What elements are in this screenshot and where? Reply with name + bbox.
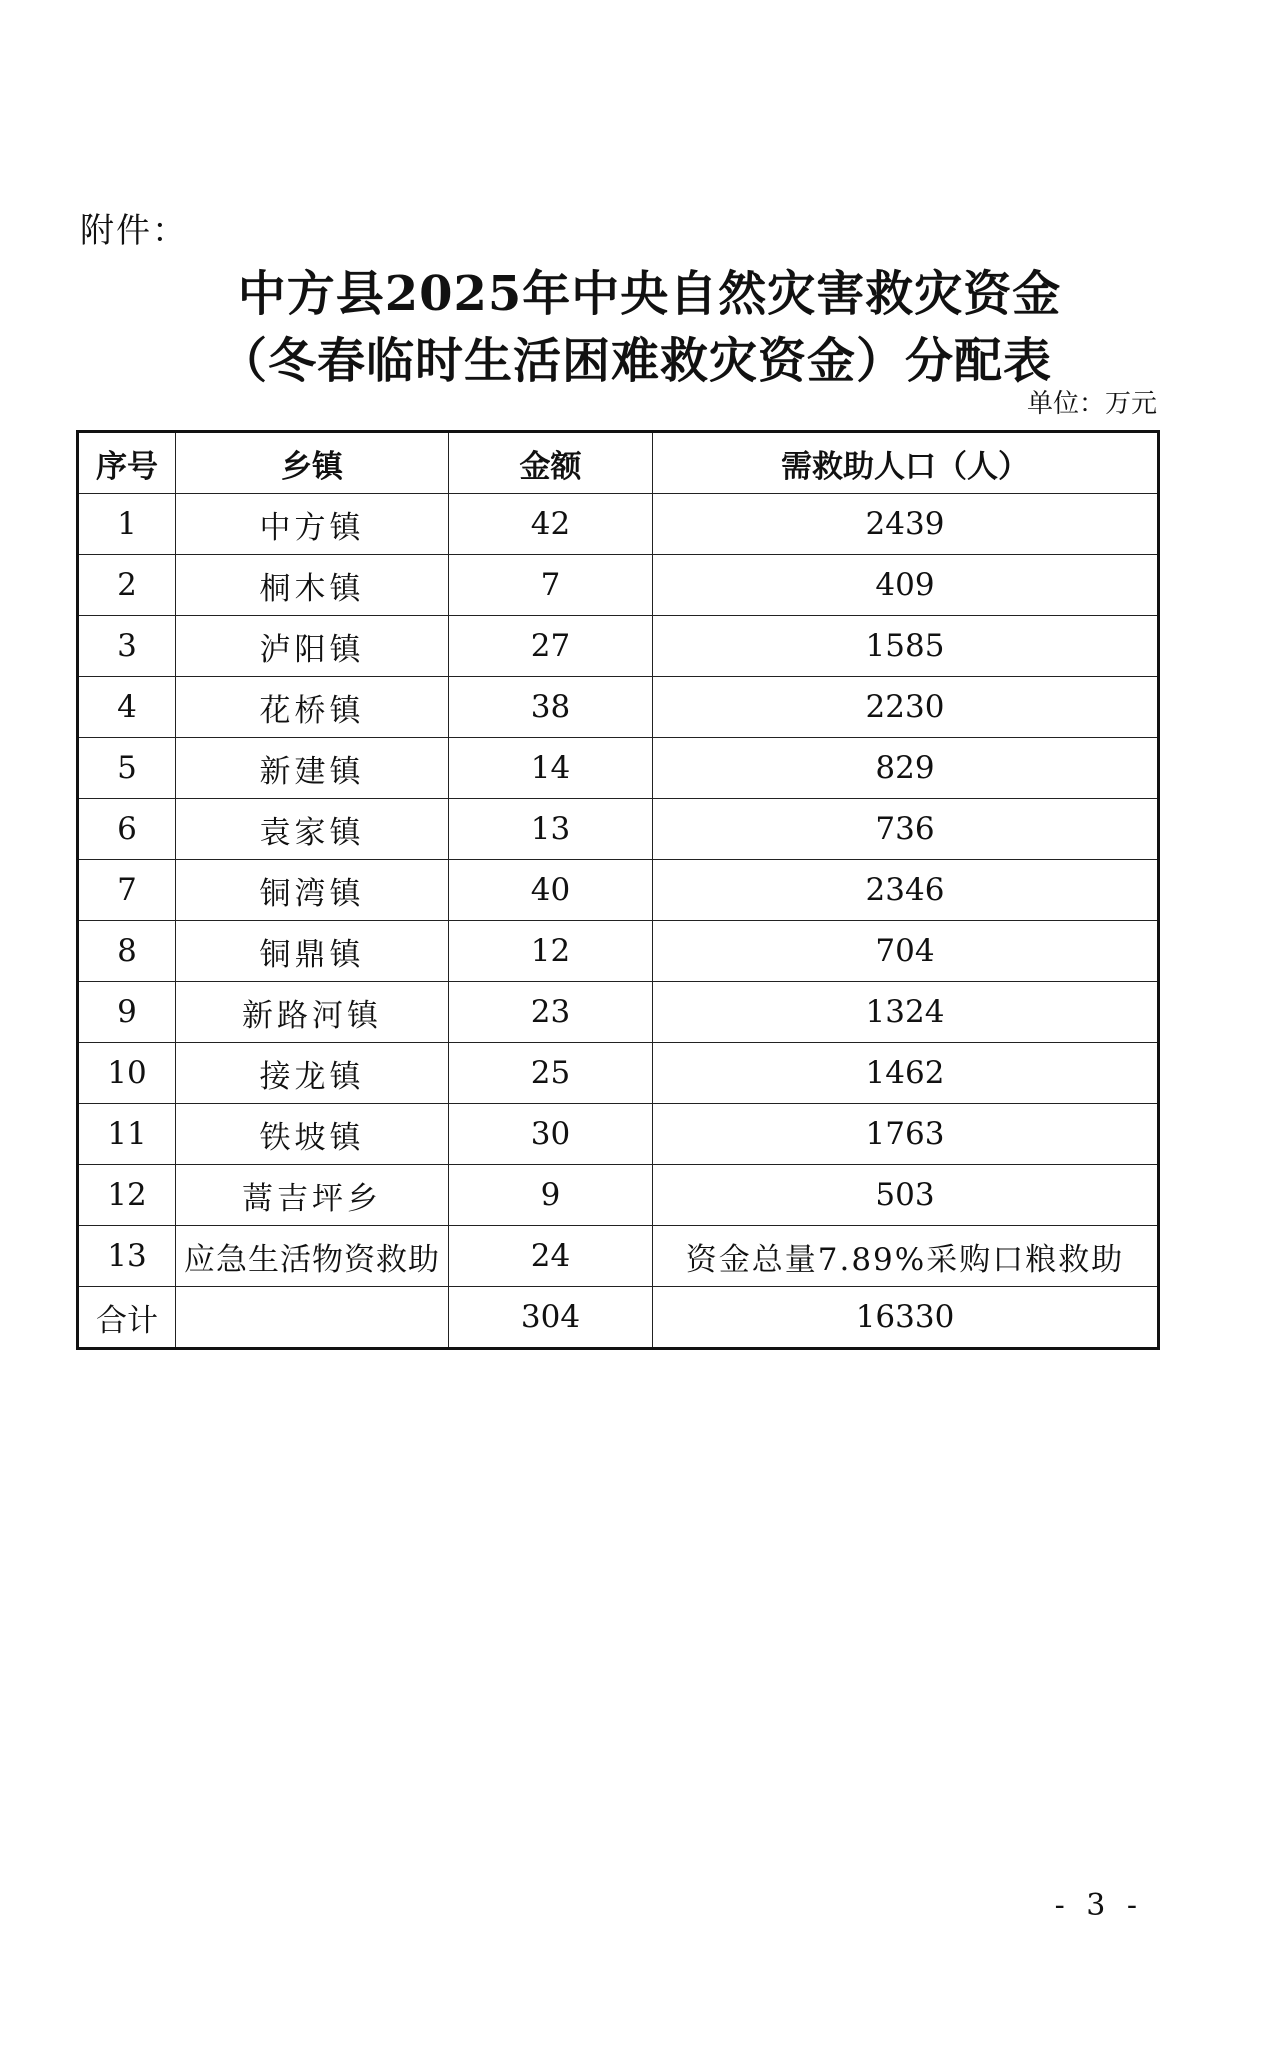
- table-header-row: [78, 432, 1159, 494]
- cell-total-amount: 304: [449, 1287, 653, 1349]
- cell-amount: 9: [449, 1165, 653, 1226]
- table-row: [78, 1165, 1159, 1226]
- table-row: [78, 738, 1159, 799]
- cell-index: 5: [78, 738, 176, 799]
- cell-town: 铁坡镇: [176, 1104, 449, 1165]
- cell-index: 6: [78, 799, 176, 860]
- cell-town: 新路河镇: [176, 982, 449, 1043]
- table-row: [78, 494, 1159, 555]
- cell-town: 泸阳镇: [176, 616, 449, 677]
- cell-index: 7: [78, 860, 176, 921]
- table-total-row: [78, 1287, 1159, 1349]
- cell-amount: 14: [449, 738, 653, 799]
- cell-index: 13: [78, 1226, 176, 1287]
- allocation-table: [76, 430, 1160, 1350]
- cell-index: 2: [78, 555, 176, 616]
- cell-population: 503: [653, 1165, 1159, 1226]
- cell-index: 4: [78, 677, 176, 738]
- cell-town: 袁家镇: [176, 799, 449, 860]
- page-number: - 3 -: [1054, 1888, 1143, 1923]
- cell-town: 桐木镇: [176, 555, 449, 616]
- cell-town: 中方镇: [176, 494, 449, 555]
- header-amount: 金额: [449, 432, 653, 494]
- table-row: [78, 616, 1159, 677]
- table-row: [78, 921, 1159, 982]
- document-title-line-2: （冬春临时生活困难救灾资金）分配表: [218, 333, 1052, 389]
- cell-town: 铜湾镇: [176, 860, 449, 921]
- table-row: [78, 1104, 1159, 1165]
- cell-population: 1585: [653, 616, 1159, 677]
- table-row: [78, 982, 1159, 1043]
- cell-amount: 27: [449, 616, 653, 677]
- table-row: [78, 555, 1159, 616]
- cell-amount: 38: [449, 677, 653, 738]
- table-row: [78, 1043, 1159, 1104]
- cell-amount: 13: [449, 799, 653, 860]
- cell-town: 新建镇: [176, 738, 449, 799]
- cell-population: 829: [653, 738, 1159, 799]
- unit-label: 单位：万元: [1026, 389, 1157, 419]
- cell-amount: 12: [449, 921, 653, 982]
- cell-population-note: 资金总量7.89%采购口粮救助: [653, 1226, 1159, 1287]
- cell-index: 1: [78, 494, 176, 555]
- cell-amount: 42: [449, 494, 653, 555]
- cell-town: 花桥镇: [176, 677, 449, 738]
- cell-population: 1324: [653, 982, 1159, 1043]
- cell-index: 11: [78, 1104, 176, 1165]
- cell-amount: 30: [449, 1104, 653, 1165]
- header-town: 乡镇: [176, 432, 449, 494]
- cell-population: 2439: [653, 494, 1159, 555]
- header-index: 序号: [78, 432, 176, 494]
- cell-population: 704: [653, 921, 1159, 982]
- cell-population: 1763: [653, 1104, 1159, 1165]
- cell-total-label: 合计: [78, 1287, 176, 1349]
- cell-population: 1462: [653, 1043, 1159, 1104]
- table-row: [78, 799, 1159, 860]
- cell-population: 409: [653, 555, 1159, 616]
- cell-total-population: 16330: [653, 1287, 1159, 1349]
- cell-town: 接龙镇: [176, 1043, 449, 1104]
- cell-amount: 40: [449, 860, 653, 921]
- table-row: [78, 1226, 1159, 1287]
- cell-index: 10: [78, 1043, 176, 1104]
- header-population: 需救助人口（人）: [653, 432, 1159, 494]
- cell-town: 应急生活物资救助: [176, 1226, 449, 1287]
- table-row: [78, 860, 1159, 921]
- cell-amount: 23: [449, 982, 653, 1043]
- cell-amount: 25: [449, 1043, 653, 1104]
- cell-index: 8: [78, 921, 176, 982]
- cell-total-town: [176, 1287, 449, 1349]
- cell-amount: 7: [449, 555, 653, 616]
- cell-population: 2346: [653, 860, 1159, 921]
- cell-town: 蒿吉坪乡: [176, 1165, 449, 1226]
- cell-index: 9: [78, 982, 176, 1043]
- document-title-line-1: 中方县2025年中央自然灾害救灾资金: [237, 266, 1062, 322]
- cell-index: 12: [78, 1165, 176, 1226]
- attachment-label: 附件：: [80, 211, 188, 251]
- cell-town: 铜鼎镇: [176, 921, 449, 982]
- cell-index: 3: [78, 616, 176, 677]
- cell-amount: 24: [449, 1226, 653, 1287]
- cell-population: 2230: [653, 677, 1159, 738]
- cell-population: 736: [653, 799, 1159, 860]
- table-row: [78, 677, 1159, 738]
